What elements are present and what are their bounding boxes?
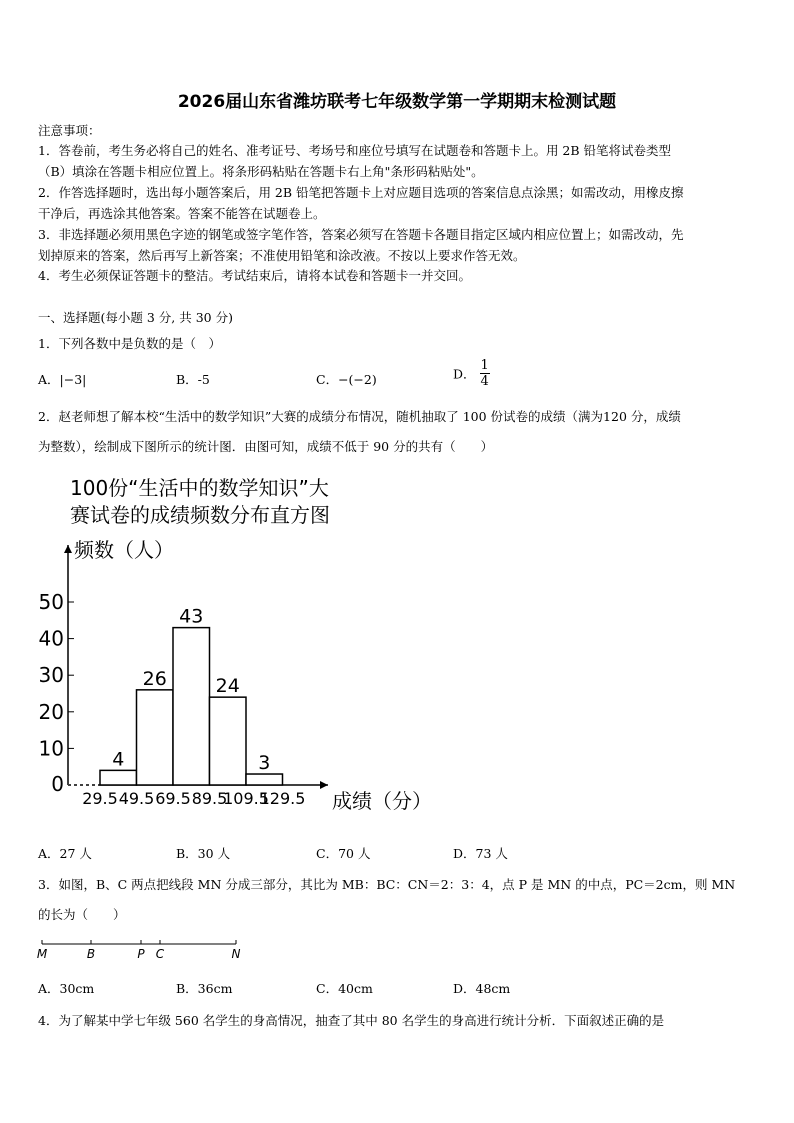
notice-line: 4．考生必须保证答题卡的整洁。考试结束后，请将本试卷和答题卡一并交回。 bbox=[38, 268, 471, 283]
y-tick-label: 40 bbox=[38, 626, 64, 651]
q1-option-d-label: D． bbox=[453, 366, 476, 382]
x-tick-label: 29.5 bbox=[82, 789, 118, 808]
q3-stem-line2: 的长为（ ） bbox=[38, 907, 126, 922]
fraction-numerator: 1 bbox=[480, 358, 489, 373]
notice-line: 3．非选择题必须用黑色字迹的钢笔或签字笔作答，答案必须写在答题卡各题目指定区域内相应位置上；如需改动，先 bbox=[38, 227, 684, 242]
notice-line: 划掉原来的答案，然后再写上新答案；不准使用铅笔和涂改液。不按以上要求作答无效。 bbox=[38, 248, 526, 263]
y-tick-label: 0 bbox=[51, 772, 64, 796]
q2-option-a: A．27 人 bbox=[38, 846, 92, 861]
q4-stem-line1: 4．为了解某中学七年级 560 名学生的身高情况，抽查了其中 80 名学生的身高进行统计分析．下面叙述正确的是 bbox=[38, 1013, 665, 1028]
q1-option-c: C．−(−2) bbox=[316, 372, 377, 387]
notice-line: 1．答卷前，考生务必将自己的姓名、准考证号、考场号和座位号填写在试题卷和答题卡上。用 2B 铅笔将试卷类型 bbox=[38, 143, 672, 158]
notice-line: 干净后，再选涂其他答案。答案不能答在试题卷上。 bbox=[38, 206, 326, 221]
bar bbox=[100, 770, 137, 785]
segment-diagram bbox=[34, 935, 249, 965]
notice-line: 2．作答选择题时，选出每小题答案后，用 2B 铅笔把答题卡上对应题目选项的答案信息点涂黑；如需改动，用橡皮擦 bbox=[38, 185, 684, 200]
bar-data-label: 3 bbox=[258, 752, 271, 775]
x-tick-label: 69.5 bbox=[155, 789, 191, 808]
y-tick-label: 20 bbox=[38, 699, 64, 724]
segment-point-label: N bbox=[231, 947, 241, 961]
notice-heading: 注意事项： bbox=[38, 123, 101, 138]
segment-point-label: P bbox=[137, 947, 145, 961]
q2-option-d: D．73 人 bbox=[453, 846, 508, 861]
section-heading: 一、选择题(每小题 3 分, 共 30 分) bbox=[38, 310, 233, 325]
x-axis-label: 成绩（分） bbox=[332, 789, 432, 813]
q1-option-a: A．|−3| bbox=[38, 372, 87, 387]
bar-data-label: 26 bbox=[142, 667, 167, 690]
q3-option-d: D．48cm bbox=[453, 981, 511, 996]
q3-option-b: B．36cm bbox=[176, 981, 233, 996]
segment-points bbox=[37, 940, 241, 961]
segment-point-label: M bbox=[36, 947, 48, 961]
y-axis-arrow bbox=[64, 545, 72, 553]
q3-stem-line1: 3．如图，B、C 两点把线段 MN 分成三部分，其比为 MB：BC：CN＝2：3：4，点 P 是 MN 的中点，PC＝2cm，则 MN bbox=[38, 877, 736, 892]
chart-title-line2: 赛试卷的成绩频数分布直方图 bbox=[70, 503, 330, 527]
bar bbox=[173, 628, 210, 785]
x-tick-label: 129.5 bbox=[259, 789, 306, 808]
x-axis-arrow bbox=[320, 781, 328, 789]
q1-stem: 1．下列各数中是负数的是（ ） bbox=[38, 336, 221, 351]
histogram-chart bbox=[30, 465, 450, 835]
q2-option-c: C．70 人 bbox=[316, 846, 371, 861]
q1-option-b: B．-5 bbox=[176, 372, 210, 387]
q2-stem-line1: 2．赵老师想了解本校“生活中的数学知识”大赛的成绩分布情况，随机抽取了 100 份试卷的成绩（满为120 分，成绩 bbox=[38, 409, 681, 424]
bar-data-label: 24 bbox=[215, 675, 240, 698]
q2-stem-line2: 为整数），绘制成下图所示的统计图．由图可知，成绩不低于 90 分的共有（ ） bbox=[38, 439, 494, 454]
chart-title-line1: 100份“生活中的数学知识”大 bbox=[70, 476, 329, 500]
q3-option-a: A．30cm bbox=[38, 981, 95, 996]
bar-data-label: 43 bbox=[179, 605, 204, 628]
q2-option-b: B．30 人 bbox=[176, 846, 231, 861]
q1-option-d bbox=[453, 358, 490, 389]
bar-data-label: 4 bbox=[112, 748, 125, 771]
x-tick-label: 49.5 bbox=[118, 789, 155, 808]
bar bbox=[246, 774, 283, 785]
chart-layer bbox=[39, 545, 328, 808]
segment-point-label: B bbox=[86, 947, 96, 961]
segment-point-label: C bbox=[155, 947, 165, 961]
y-tick-label: 10 bbox=[38, 736, 64, 761]
bar bbox=[137, 690, 174, 785]
y-tick-label: 30 bbox=[38, 663, 64, 688]
notice-line: （B）填涂在答题卡相应位置上。将条形码粘贴在答题卡右上角"条形码粘贴处"。 bbox=[38, 164, 484, 179]
x-tick-label: 109.5 bbox=[223, 789, 269, 808]
q3-option-c: C．40cm bbox=[316, 981, 373, 996]
x-tick-label: 89.5 bbox=[191, 789, 228, 808]
bar bbox=[210, 697, 247, 785]
y-tick-label: 50 bbox=[38, 590, 64, 614]
page-title: 2026届山东省潍坊联考七年级数学第一学期期末检测试题 bbox=[177, 92, 617, 112]
y-axis-label: 频数（人） bbox=[74, 538, 174, 562]
fraction-denominator: 4 bbox=[480, 374, 489, 389]
fraction bbox=[480, 358, 490, 389]
